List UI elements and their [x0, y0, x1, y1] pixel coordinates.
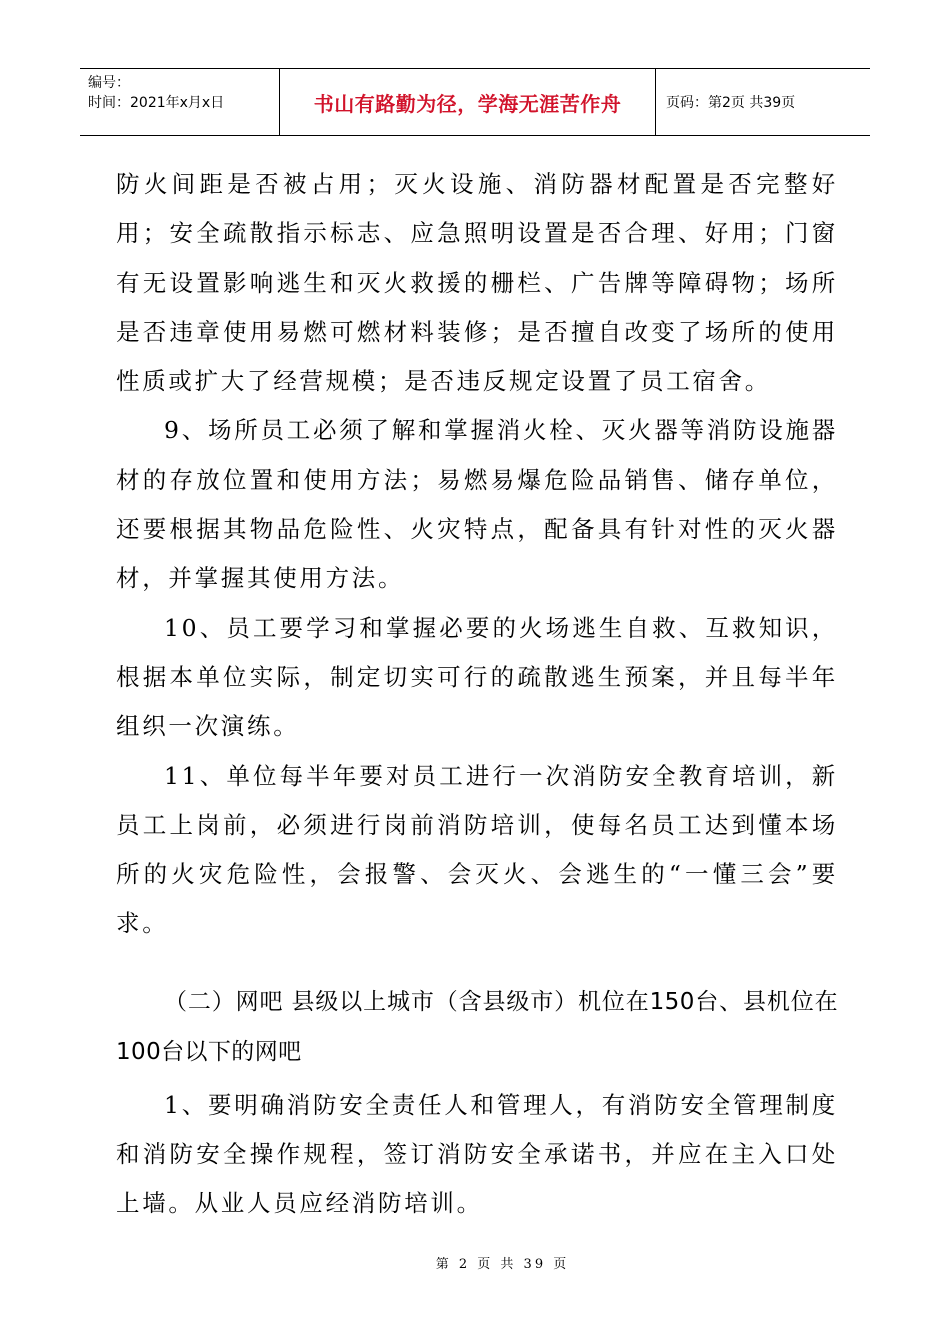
header-page-number: 页码：第2页 共39页: [666, 95, 796, 111]
document-body: [116, 160, 838, 1229]
document-time-label: 时间：2021年x月x日: [88, 95, 225, 111]
page-footer: 第 2 页 共 39 页: [435, 1257, 570, 1272]
paragraph-continued: 防火间距是否被占用；灭火设施、消防器材配置是否完整好用；安全疏散指示标志、应急照明设置是否合理、好用；门窗有无设置影响逃生和灭火救援的栅栏、广告牌等障碍物；场所是否违章使用易燃可燃材料装修；是否擅自改变了场所的使用性质或扩大了经营规模；是否违反规定设置了员工宿舍。: [116, 170, 838, 396]
paragraph-item-11: 11、单位每半年要对员工进行一次消防安全教育培训，新员工上岗前，必须进行岗前消防培训，使每名员工达到懂本场所的火灾危险性，会报警、会灭火、会逃生的“一懂三会”要求。: [116, 761, 838, 938]
page-header: [80, 68, 870, 136]
section-heading: （二）网吧 县级以上城市（含县级市）机位在150台、县机位在100台以下的网吧: [116, 988, 838, 1065]
paragraph-item-9: 9、场所员工必须了解和掌握消火栓、灭火器等消防设施器材的存放位置和使用方法；易燃易爆危险品销售、储存单位，还要根据其物品危险性、火灾特点，配备具有针对性的灭火器材，并掌握其使用方法。: [116, 416, 838, 593]
header-meta: [80, 69, 280, 135]
document-number-label: 编号：: [88, 75, 130, 91]
header-motto: 书山有路勤为径，学海无涯苦作舟: [280, 69, 656, 135]
paragraph-item-10: 10、员工要学习和掌握必要的火场逃生自救、互救知识，根据本单位实际，制定切实可行的疏散逃生预案，并且每半年组织一次演练。: [116, 613, 838, 741]
paragraph-item-1: 1、要明确消防安全责任人和管理人，有消防安全管理制度和消防安全操作规程，签订消防安全承诺书，并应在主入口处上墙。从业人员应经消防培训。: [116, 1090, 838, 1218]
